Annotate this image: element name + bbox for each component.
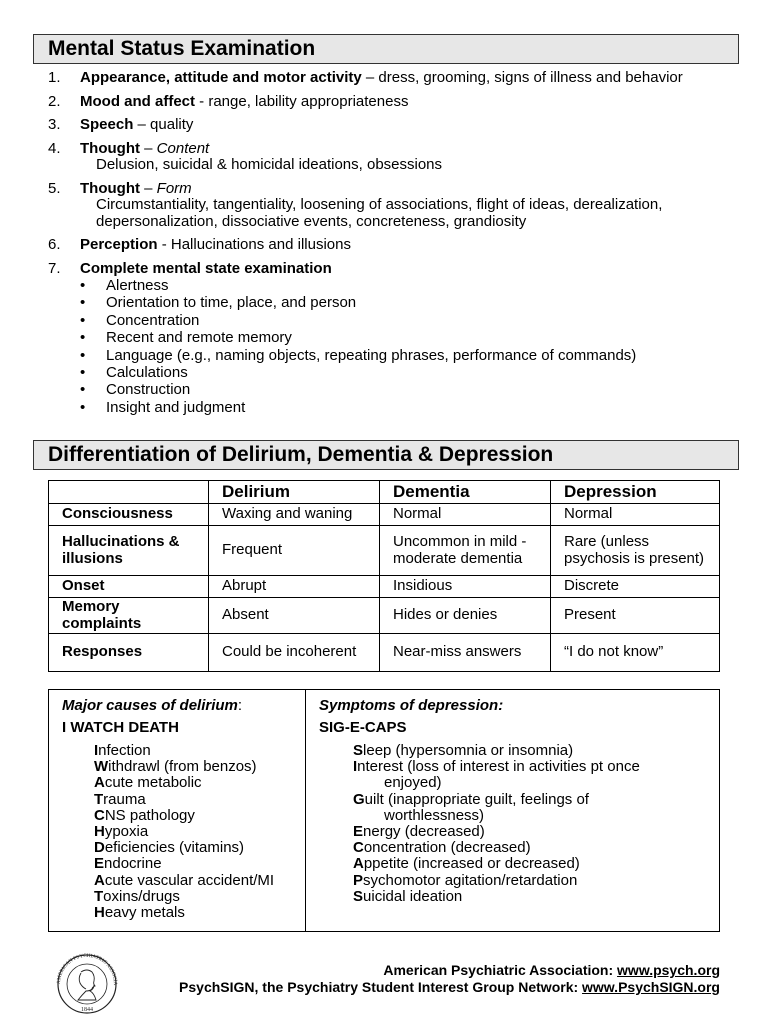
table-header-row <box>49 481 720 504</box>
seal-text: AMERICAN PSYCHIATRIC ASSOCIA <box>55 952 119 985</box>
table-cell: Could be incoherent <box>209 634 380 672</box>
row-header: Responses <box>49 634 209 672</box>
table-cell: Waxing and waning <box>209 504 380 526</box>
table-cell: Hides or denies <box>380 598 551 634</box>
delirium-box-title: Major causes of delirium <box>62 697 238 714</box>
mnemonic-text: leep (hypersomnia or insomnia) <box>363 742 574 759</box>
table-row <box>49 598 720 634</box>
mse-list <box>48 70 748 423</box>
svg-text:AMERICAN PSYCHIATRIC ASSOCIATI <box>48 948 118 986</box>
mnemonic-text: uicidal ideation <box>363 887 463 905</box>
mse-item <box>48 237 748 254</box>
mnemonic-boxes <box>48 689 720 932</box>
mnemonic-text: ypoxia <box>104 823 149 841</box>
mnemonic-letter: T <box>94 887 104 905</box>
table-cell: Discrete <box>551 576 720 598</box>
delirium-mnemonic: I WATCH DEATH <box>62 719 179 736</box>
depression-box-title: Symptoms of depression: <box>319 697 504 714</box>
mse-item <box>48 141 748 174</box>
mnemonic-letter: P <box>353 871 364 889</box>
mnemonic-item <box>94 824 292 840</box>
mnemonic-item <box>94 856 292 872</box>
table-cell: Normal <box>380 504 551 526</box>
bullet-item: • Concentration <box>80 312 748 329</box>
mse-exam-bullets <box>80 277 748 416</box>
mnemonic-letter: W <box>94 758 109 776</box>
mnemonic-letter: C <box>353 839 364 857</box>
mnemonic-letter: I <box>94 742 99 759</box>
mnemonic-item <box>353 743 706 759</box>
mnemonic-letter: S <box>353 887 364 905</box>
seal-year: 1844 <box>81 1007 93 1013</box>
mnemonic-text: uilt (inappropriate guilt, feelings of <box>364 790 589 808</box>
mnemonic-text: eavy metals <box>104 904 185 922</box>
column-header: Dementia <box>380 481 551 504</box>
mnemonic-letter: A <box>94 774 105 792</box>
table-cell: Uncommon in mild - moderate dementia <box>380 526 551 576</box>
mnemonic-letter: D <box>94 839 105 857</box>
mse-item-heading: Thought <box>80 139 140 157</box>
mnemonic-text: rauma <box>103 790 146 808</box>
column-header: Depression <box>551 481 720 504</box>
table-cell: Rare (unless psychosis is present) <box>551 526 720 576</box>
mnemonic-letter: H <box>94 823 105 841</box>
mse-item-number: 4. <box>48 139 61 157</box>
mse-item-number: 5. <box>48 179 61 197</box>
column-header <box>49 481 209 504</box>
mnemonic-item <box>353 840 706 856</box>
mnemonic-letter: T <box>94 790 104 808</box>
mnemonic-text: eficiencies (vitamins) <box>104 839 245 857</box>
mse-item-text: – <box>139 139 157 157</box>
mse-item <box>48 261 748 417</box>
mse-item-text: - range, lability appropriateness <box>195 92 409 110</box>
mnemonic-item <box>353 759 706 791</box>
mse-item-number: 6. <box>48 236 61 253</box>
mnemonic-text: ppetite (increased or decreased) <box>363 855 580 873</box>
mnemonic-text: sychomotor agitation/retardation <box>363 871 578 889</box>
column-header: Delirium <box>209 481 380 504</box>
mnemonic-text: cute metabolic <box>104 774 202 792</box>
mnemonic-item <box>353 824 706 840</box>
mse-item-number: 1. <box>48 69 61 86</box>
mnemonic-item <box>94 889 292 905</box>
mnemonic-letter: C <box>94 806 105 824</box>
differentiation-table <box>48 480 720 672</box>
bullet-item: • Alertness <box>80 277 748 294</box>
mnemonic-item <box>94 873 292 889</box>
mnemonic-text: ithdrawl (from benzos) <box>108 758 257 776</box>
mse-item-heading: Appearance, attitude and motor activity <box>80 69 362 86</box>
table-cell: “I do not know” <box>551 634 720 672</box>
table-cell: Absent <box>209 598 380 634</box>
mse-item-text: – dress, grooming, signs of illness and behavior <box>361 69 683 86</box>
mse-item-number: 3. <box>48 116 61 133</box>
mse-item-number: 7. <box>48 259 61 277</box>
mnemonic-continuation: worthlessness) <box>384 806 485 824</box>
mnemonic-item <box>94 905 292 921</box>
mse-item-heading: Mood and affect <box>80 92 195 110</box>
mnemonic-text: nfection <box>98 742 151 759</box>
mse-item-text: – <box>139 179 157 197</box>
mnemonic-continuation: enjoyed) <box>384 774 442 792</box>
mnemonic-letter: E <box>353 823 364 841</box>
mse-item-text: – quality <box>133 116 194 133</box>
mse-item-text: - Hallucinations and illusions <box>157 236 351 253</box>
mnemonic-item <box>353 889 706 905</box>
apa-link[interactable]: www.psych.org <box>617 962 720 978</box>
mnemonic-letter: E <box>94 855 105 873</box>
mse-item-subheading: Content <box>156 139 210 157</box>
mnemonic-text: oxins/drugs <box>103 887 180 905</box>
delirium-title-colon: : <box>237 697 243 714</box>
mnemonic-letter: H <box>94 904 105 922</box>
row-header: Consciousness <box>49 504 209 526</box>
mse-item <box>48 70 748 87</box>
footer-psychsign-label: PsychSIGN, the Psychiatry Student Interest Group Network: <box>179 979 583 995</box>
table-cell: Normal <box>551 504 720 526</box>
mnemonic-text: nergy (decreased) <box>363 823 485 841</box>
mse-section-header <box>33 34 739 64</box>
mse-item-heading: Speech <box>80 116 134 133</box>
mnemonic-item <box>353 792 706 824</box>
depression-symptoms-box <box>306 690 719 931</box>
delirium-mnemonic-list <box>62 743 292 921</box>
depression-mnemonic-list <box>319 743 706 905</box>
row-header: Onset <box>49 576 209 598</box>
apa-seal-logo <box>48 948 126 1014</box>
table-row <box>49 576 720 598</box>
mse-item-heading: Perception <box>80 236 158 253</box>
mnemonic-item <box>353 873 706 889</box>
footer <box>179 962 720 996</box>
mnemonic-text: ndocrine <box>104 855 162 873</box>
mnemonic-text: oncentration (decreased) <box>363 839 531 857</box>
mnemonic-item <box>94 840 292 856</box>
table-cell: Insidious <box>380 576 551 598</box>
mnemonic-item <box>94 743 292 759</box>
delirium-causes-box <box>49 690 306 931</box>
mse-item <box>48 117 748 134</box>
bullet-item: • Calculations <box>80 364 748 381</box>
bullet-item: • Construction <box>80 381 748 398</box>
table-cell: Abrupt <box>209 576 380 598</box>
psychsign-link[interactable]: www.PsychSIGN.org <box>582 979 720 995</box>
row-header: Hallucinations & illusions <box>49 526 209 576</box>
table-row <box>49 526 720 576</box>
mnemonic-text: cute vascular accident/MI <box>104 871 275 889</box>
table-cell: Present <box>551 598 720 634</box>
row-header: Memory complaints <box>49 598 209 634</box>
mse-item-detail: Circumstantiality, tangentiality, loosening of associations, flight of ideas, derealization, depersonalization, dissociative events, concreteness, grandiosity <box>96 196 663 230</box>
mnemonic-item <box>94 775 292 791</box>
mse-item <box>48 181 748 231</box>
mnemonic-text: nterest (loss of interest in activities pt once <box>357 758 640 776</box>
mnemonic-letter: A <box>94 871 105 889</box>
table-cell: Near-miss answers <box>380 634 551 672</box>
table-row <box>49 634 720 672</box>
mnemonic-letter: G <box>353 790 365 808</box>
mse-item-detail: Delusion, suicidal & homicidal ideations, obsessions <box>96 156 443 173</box>
mse-item-subheading: Form <box>156 179 192 197</box>
diff-section-header <box>33 440 739 470</box>
depression-mnemonic: SIG-E-CAPS <box>319 719 407 736</box>
mnemonic-item <box>94 808 292 824</box>
table-row <box>49 504 720 526</box>
mnemonic-item <box>353 856 706 872</box>
mse-item-number: 2. <box>48 92 61 110</box>
bullet-item: • Language (e.g., naming objects, repeating phrases, performance of commands) <box>80 347 748 364</box>
mse-item-heading: Thought <box>80 179 140 197</box>
footer-apa-label: American Psychiatric Association: <box>383 962 618 978</box>
bullet-item: • Recent and remote memory <box>80 329 748 346</box>
mnemonic-letter: I <box>353 758 358 776</box>
mnemonic-item <box>94 792 292 808</box>
table-cell: Frequent <box>209 526 380 576</box>
bullet-item: • Insight and judgment <box>80 399 748 416</box>
mse-title: Mental Status Examination <box>48 37 316 60</box>
mnemonic-letter: A <box>353 855 364 873</box>
mnemonic-letter: S <box>353 742 364 759</box>
mnemonic-item <box>94 759 292 775</box>
mse-item <box>48 94 748 111</box>
diff-title: Differentiation of Delirium, Dementia & Depression <box>48 443 554 466</box>
mnemonic-text: NS pathology <box>104 806 195 824</box>
bullet-item: • Orientation to time, place, and person <box>80 294 748 311</box>
mse-item-heading: Complete mental state examination <box>80 259 332 277</box>
